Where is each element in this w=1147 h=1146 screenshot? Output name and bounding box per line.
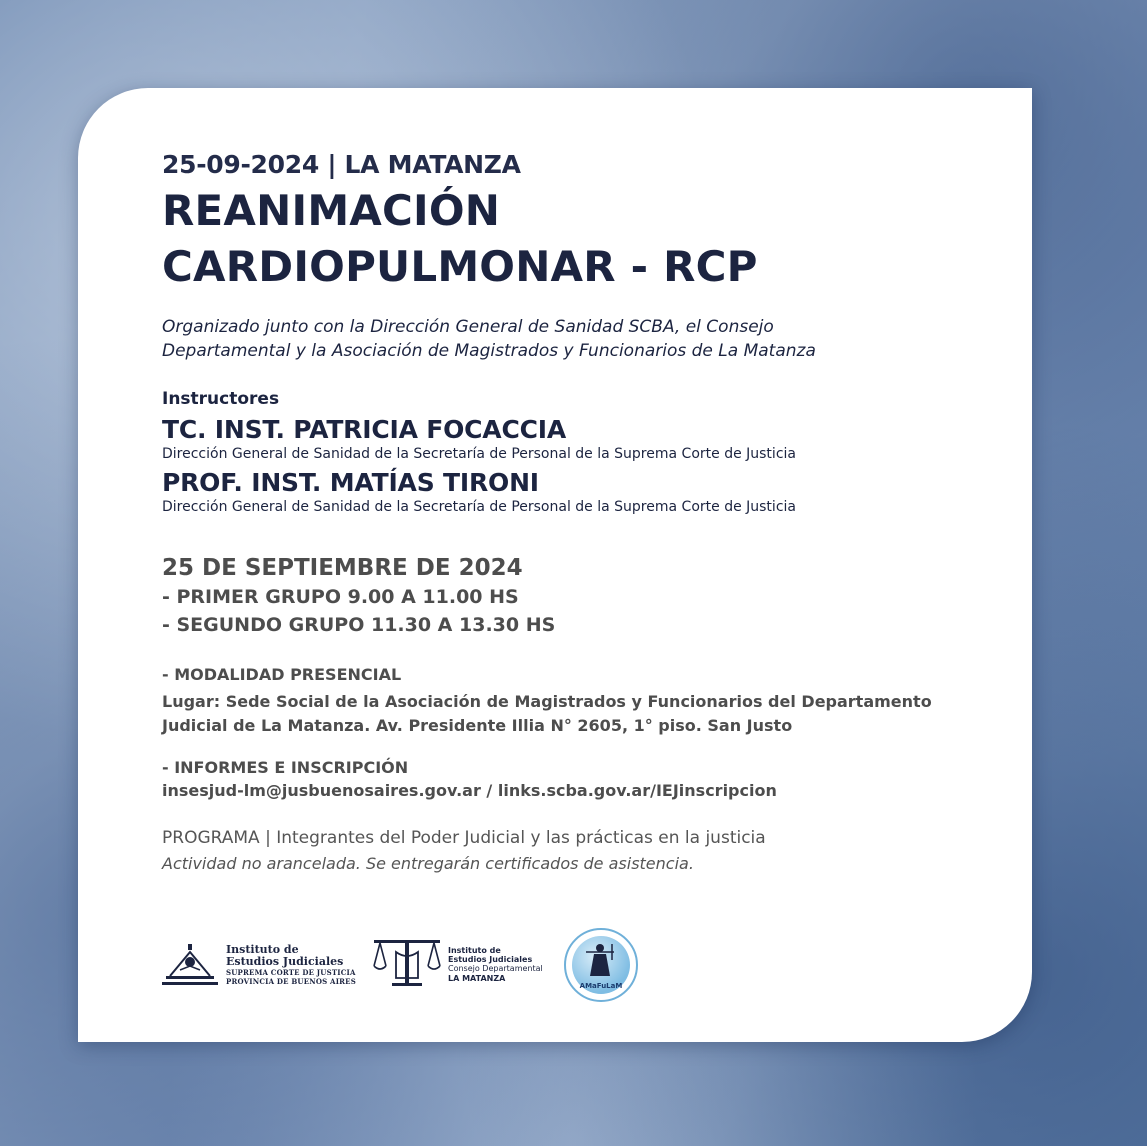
logo1-line4: PROVINCIA DE BUENOS AIRES	[226, 977, 356, 986]
logo1-line1: Instituto de	[226, 943, 299, 956]
logo2-line4: LA MATANZA	[448, 973, 506, 983]
scales-emblem-icon	[372, 938, 442, 990]
logo2-line2: Estudios Judiciales	[448, 954, 533, 964]
modality-label: - MODALIDAD PRESENCIAL	[162, 665, 402, 684]
venue-text	[162, 690, 1012, 738]
flyer-card	[78, 88, 1032, 1042]
logo1-line3: SUPREMA CORTE DE JUSTICIA	[226, 968, 356, 977]
institute-emblem-icon	[160, 942, 220, 988]
venue-line2: Judicial de La Matanza. Av. Presidente Illia N° 2605, 1° piso. San Justo	[162, 716, 793, 735]
logo-iej-matanza	[372, 938, 543, 990]
event-dateline: 25-09-2024 | LA MATANZA	[162, 150, 521, 179]
organizer-line2: Departamental y la Asociación de Magistrados y Funcionarios de La Matanza	[162, 341, 816, 361]
logos-row	[160, 928, 860, 1018]
organizer-line1: Organizado junto con la Dirección General de Sanidad SCBA, el Consejo	[162, 317, 774, 337]
contact-links[interactable]: insesjud-lm@jusbuenosaires.gov.ar / links.scba.gov.ar/IEJinscripcion	[162, 781, 777, 800]
organizer-text	[162, 315, 1012, 363]
logo2-line1: Instituto de	[448, 945, 501, 955]
instructors-label: Instructores	[162, 389, 280, 409]
group-first: - PRIMER GRUPO 9.00 A 11.00 HS	[162, 586, 519, 608]
logo-amafulam	[564, 928, 638, 1002]
instructor-affiliation: Dirección General de Sanidad de la Secretaría de Personal de la Suprema Corte de Justicia	[162, 499, 796, 515]
amafulam-label: AMaFuLaM	[579, 982, 623, 990]
logo2-line3: Consejo Departamental	[448, 963, 543, 973]
logo1-line2: Estudios Judiciales	[226, 955, 344, 968]
flyer-content	[162, 150, 1012, 873]
logo-iej-scba	[160, 942, 356, 988]
event-title-line2: CARDIOPULMONAR - RCP	[162, 242, 758, 291]
venue-line1: Lugar: Sede Social de la Asociación de Magistrados y Funcionarios del Departamento	[162, 692, 932, 711]
group-second: - SEGUNDO GRUPO 11.30 A 13.30 HS	[162, 614, 556, 636]
programa-text: PROGRAMA | Integrantes del Poder Judicial y las prácticas en la justicia	[162, 828, 766, 848]
amafulam-badge	[564, 928, 638, 1002]
event-date: 25 DE SEPTIEMBRE DE 2024	[162, 555, 523, 581]
event-title	[162, 183, 1012, 295]
event-title-line1: REANIMACIÓN	[162, 186, 501, 235]
instructor-affiliation: Dirección General de Sanidad de la Secretaría de Personal de la Suprema Corte de Justicia	[162, 446, 796, 462]
instructor-name: TC. INST. PATRICIA FOCACCIA	[162, 415, 566, 444]
instructor-name: PROF. INST. MATÍAS TIRONI	[162, 468, 539, 497]
info-label: - INFORMES E INSCRIPCIÓN	[162, 758, 409, 777]
certificate-note: Actividad no arancelada. Se entregarán certificados de asistencia.	[162, 854, 694, 873]
